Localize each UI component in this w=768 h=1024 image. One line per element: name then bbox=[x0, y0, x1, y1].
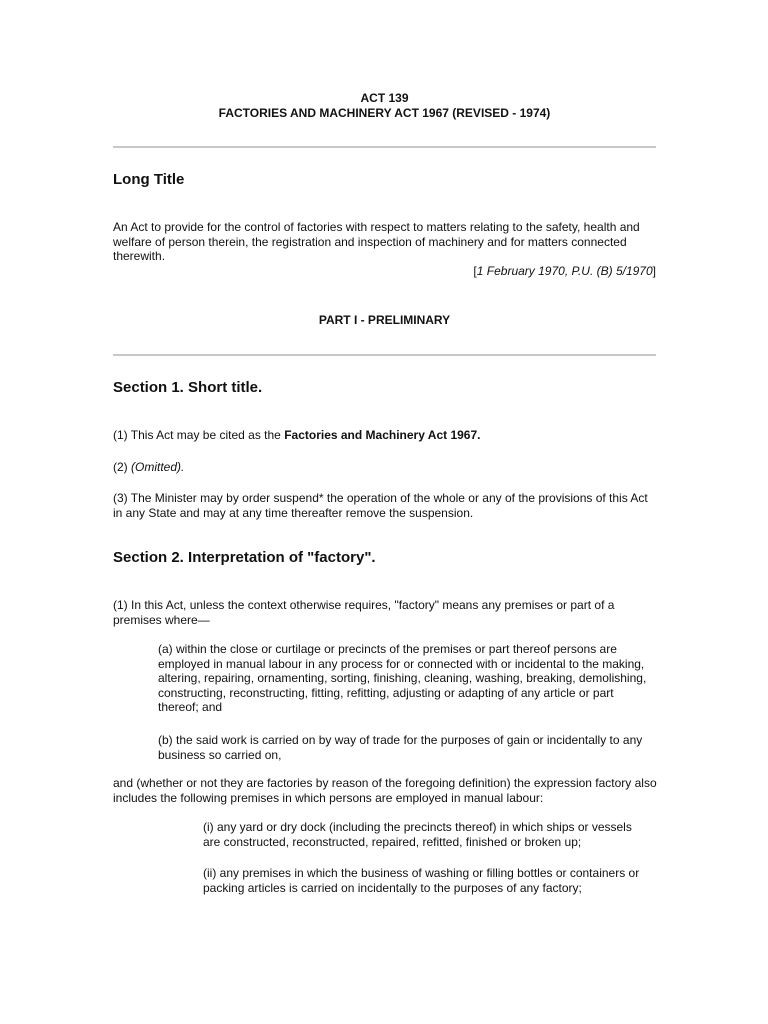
section-2-subsection-1: (1) In this Act, unless the context otherwise requires, "factory" means any premises or part of a premises where— bbox=[113, 598, 615, 627]
section-2-paragraph-a: (a) within the close or curtilage or precincts of the premises or part thereof persons are employed in manual labour in any process for or connected with or incidental to the making, altering, repairing, ornamenting, sorting, finishing, cleaning, washing, breaking, demolishing, constructing, reconstructing, fitting, refitting, adjusting or adapting of any article or part thereof; and bbox=[158, 642, 647, 714]
part-heading: PART I - PRELIMINARY bbox=[318, 313, 451, 327]
act-short-title: Factories and Machinery Act 1967. bbox=[284, 428, 481, 442]
section-1-subsection-1 bbox=[113, 428, 658, 443]
section-2-item-i: (i) any yard or dry dock (including the precincts thereof) in which ships or vessels are constructed, reconstructed, repaired, refitted, finished or broken up; bbox=[203, 820, 632, 849]
long-title-heading: Long Title bbox=[113, 171, 185, 188]
section-2-continuation: and (whether or not they are factories by reason of the foregoing definition) the expression factory also includes the following premises in which persons are employed in manual labour: bbox=[113, 776, 657, 805]
long-title-citation bbox=[113, 264, 656, 279]
section-2-item-ii: (ii) any premises in which the business of washing or filling bottles or containers or packing articles is carried on incidentally to the purposes of any factory; bbox=[203, 866, 640, 895]
subsection-2-omitted: (Omitted). bbox=[131, 460, 185, 474]
citation-close-bracket: ] bbox=[652, 264, 656, 278]
subsection-1-text: (1) This Act may be cited as the bbox=[113, 428, 285, 442]
citation-text: 1 February 1970, P.U. (B) 5/1970 bbox=[476, 264, 653, 278]
section-1-subsection-2 bbox=[113, 460, 658, 475]
divider bbox=[113, 146, 656, 148]
section-2-paragraph-b: (b) the said work is carried on by way of trade for the purposes of gain or incidentally to any business so carried on, bbox=[158, 733, 643, 762]
act-title: FACTORIES AND MACHINERY ACT 1967 (REVISED - 1974) bbox=[218, 106, 551, 120]
subsection-2-number: (2) bbox=[113, 460, 131, 474]
section-1-heading: Section 1. Short title. bbox=[113, 379, 263, 396]
long-title-text: An Act to provide for the control of factories with respect to matters relating to the safety, health and welfare of person therein, the registration and inspection of machinery and for matters connected therewith. bbox=[113, 220, 640, 263]
act-number: ACT 139 bbox=[360, 91, 409, 105]
citation-open-bracket: [ bbox=[473, 264, 477, 278]
section-2-heading: Section 2. Interpretation of "factory". bbox=[113, 549, 376, 566]
divider bbox=[113, 354, 656, 356]
section-1-subsection-3: (3) The Minister may by order suspend* the operation of the whole or any of the provisions of this Act in any State and may at any time thereafter remove the suspension. bbox=[113, 491, 648, 520]
